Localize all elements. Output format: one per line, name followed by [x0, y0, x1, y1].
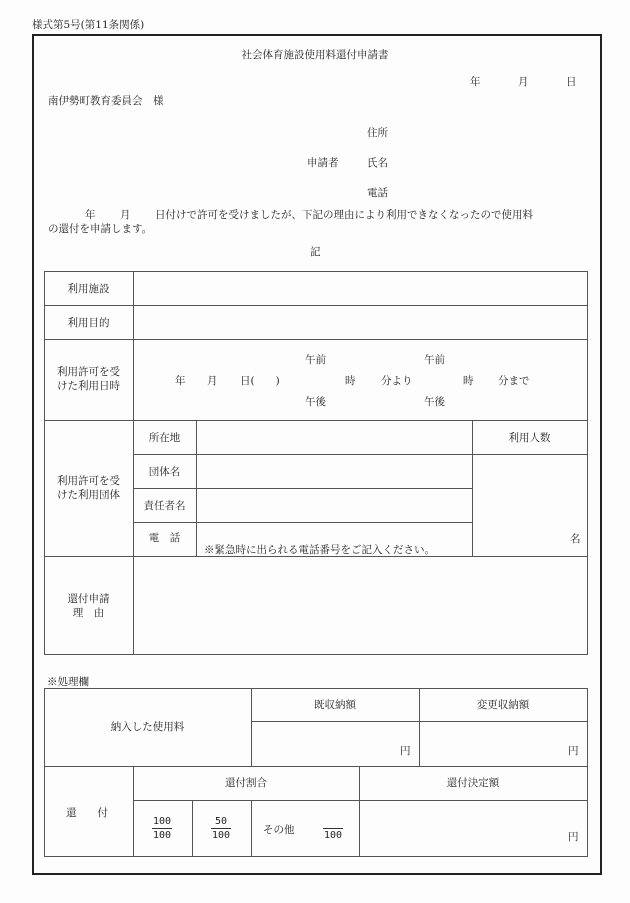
responsible-label: 責任者名 [143, 500, 186, 512]
proc-row-divider [44, 766, 587, 767]
headcount-label: 利用人数 [508, 432, 551, 444]
applicant-label: 申請者 [307, 157, 339, 169]
body-text-line2: の還付を申請します。 [48, 223, 153, 235]
reason-label-line1: 還付申請 [67, 593, 110, 605]
date-month: 月 [518, 76, 529, 88]
ratio-other-den: 100 [323, 830, 343, 841]
yen-unit: 円 [568, 831, 579, 843]
table-row-divider [44, 339, 587, 340]
changed-received-field[interactable] [420, 722, 587, 766]
dt-start-hour: 時 [345, 375, 356, 387]
ratio-half[interactable] [211, 815, 231, 842]
date-day: 日 [566, 76, 577, 88]
reason-label-line2: 理 由 [72, 607, 105, 619]
proc-border [44, 688, 45, 857]
ki-label: 記 [310, 246, 321, 258]
name-label: 氏名 [367, 157, 388, 169]
reason-label [44, 592, 133, 620]
date-year: 年 [470, 76, 481, 88]
ratio-other-label: その他 [263, 824, 295, 836]
ratio-full-den: 100 [152, 830, 172, 841]
dt-end-hour: 時 [463, 375, 474, 387]
group-label [44, 474, 133, 502]
table-row-divider [133, 522, 472, 523]
proc-border [587, 688, 588, 857]
dt-day: 日( ) [240, 375, 280, 387]
refund-amount-field[interactable] [360, 801, 587, 856]
proc-col-divider [251, 800, 252, 856]
changed-received-label: 変更収納額 [476, 699, 530, 711]
refund-amount-label: 還付決定額 [446, 777, 500, 789]
ratio-full[interactable] [152, 815, 172, 842]
group-label-line2: けた利用団体 [57, 489, 120, 501]
datetime-label [44, 365, 133, 393]
group-label-line1: 利用許可を受 [57, 475, 120, 487]
headcount-unit: 名 [570, 533, 581, 545]
ratio-other-num[interactable] [323, 815, 343, 829]
address-label: 住所 [367, 127, 388, 139]
location-field[interactable] [197, 421, 472, 454]
body-year: 年 [85, 209, 96, 221]
ratio-other[interactable] [323, 815, 343, 842]
addressee: 南伊勢町教育委員会 様 [48, 95, 164, 107]
group-name-label: 団体名 [148, 466, 181, 478]
ratio-full-num: 100 [152, 816, 172, 827]
dt-start-pm[interactable]: 午後 [305, 396, 326, 408]
proc-border [44, 856, 587, 857]
dt-year: 年 [175, 375, 186, 387]
already-received-field[interactable] [252, 722, 419, 766]
refund-label: 還 付 [66, 807, 108, 819]
phone-note: ※緊急時に出られる電話番号をご記入ください。 [204, 544, 435, 556]
purpose-field[interactable] [134, 306, 586, 339]
already-received-label: 既収納額 [314, 699, 356, 711]
group-phone-label: 電 話 [148, 532, 181, 544]
body-text-line1: 日付けで許可を受けましたが、下記の理由により利用できなくなったので使用料 [155, 209, 533, 221]
body-month: 月 [120, 209, 131, 221]
table-border [44, 654, 587, 655]
yen-unit: 円 [400, 745, 411, 757]
refund-ratio-label: 還付割合 [225, 777, 267, 789]
dt-month: 月 [207, 375, 218, 387]
ratio-half-den: 100 [211, 830, 231, 841]
ratio-half-num: 50 [211, 815, 231, 829]
dt-end-pm[interactable]: 午後 [424, 396, 445, 408]
paid-fee-label: 納入した使用料 [110, 721, 185, 733]
phone-label: 電話 [367, 187, 388, 199]
datetime-label-line1: 利用許可を受 [57, 366, 120, 378]
reason-field[interactable] [134, 557, 586, 654]
location-label: 所在地 [148, 432, 181, 444]
dt-start-min: 分より [381, 375, 413, 387]
facility-field[interactable] [134, 272, 586, 305]
dt-start-am[interactable]: 午前 [305, 354, 326, 366]
responsible-field[interactable] [197, 489, 472, 522]
proc-col-divider [192, 800, 193, 856]
table-border [587, 271, 588, 655]
form-title: 社会体育施設使用料還付申請書 [241, 49, 389, 61]
group-name-field[interactable] [197, 455, 472, 488]
form-number: 様式第5号(第11条関係) [32, 19, 145, 31]
yen-unit: 円 [568, 745, 579, 757]
facility-label: 利用施設 [67, 283, 110, 295]
datetime-label-line2: けた利用日時 [57, 380, 120, 392]
dt-end-min: 分まで [498, 375, 530, 387]
dt-end-am[interactable]: 午前 [424, 354, 445, 366]
processing-section-label: ※処理欄 [47, 676, 89, 688]
purpose-label: 利用目的 [67, 317, 110, 329]
proc-border [44, 688, 587, 689]
